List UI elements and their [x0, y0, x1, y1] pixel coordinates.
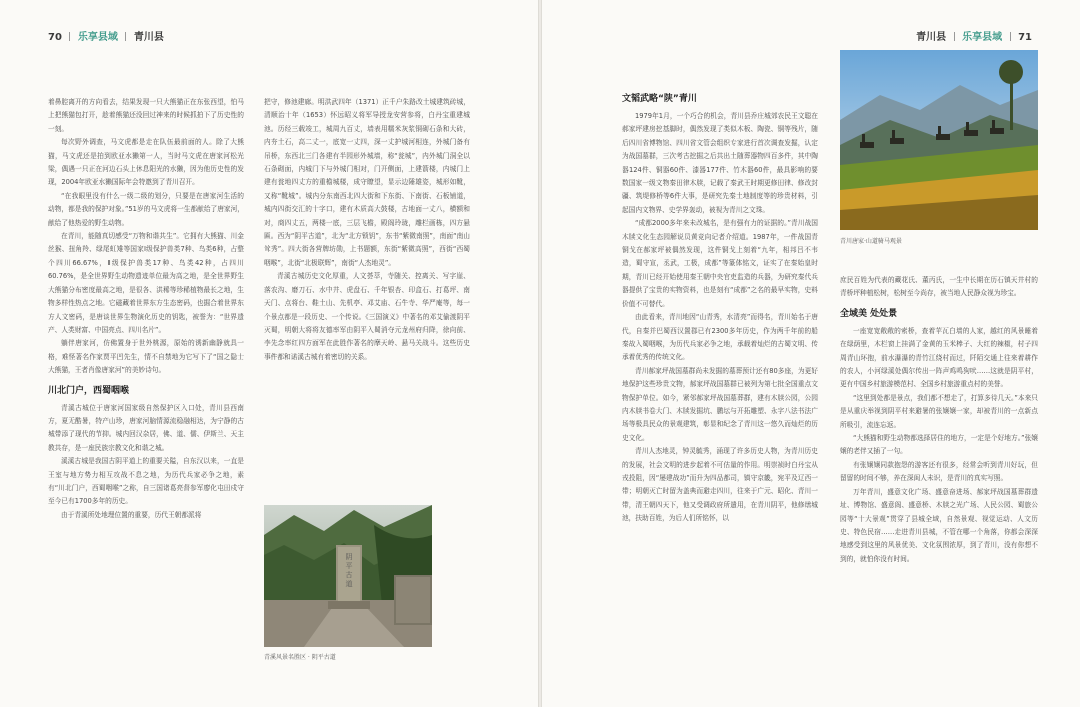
- left-column-2: [264, 96, 470, 492]
- right-head-county: 青川县: [916, 32, 947, 43]
- paragraph: 躺伴唐家河，仿佛置身于世外桃源，原始的诱新幽静就具一格，难怪著名作家贾平凹先生，情不自禁地为它写下了“国之隐士大熊猫，王者肖像唐家河”的美妙诗句。: [48, 339, 244, 375]
- left-running-head: [48, 28, 164, 43]
- left-page-number: 70: [48, 32, 62, 43]
- right-running-head: [916, 28, 1032, 43]
- right-column-2: [840, 274, 1038, 674]
- header-divider: [954, 32, 955, 41]
- mountain-horse-illustration: [840, 50, 1038, 230]
- paragraph: 青川人杰地灵，钟灵毓秀，涌现了许多历史人物，为青川历史的发展，社会文明的进步起着不可估量的作用。明崇祯时白丹宝从戎投阻，因“屡建战功”而升为四品都司，镇守京畿，宛平及辽西一带；明朝灭亡时留为盖典而避走四川，往来于广元、昭化、青川一带，清王朝四天下，他又受调政府所遣用，在青川阴平，他修缮城池，扶助百姓，为后人们所铭怀，以: [622, 447, 818, 523]
- paragraph: “成都2000多年来未改城名，是有强有力的证据的。”青川战国木牍文化生态园解说员黄竞向记者介绍道。1987年，一件战国青铜戈在郝家坪被偶然发现，这件铜戈上刻着“九年，相邦吕不韦造，蜀守宣，丞武，工极，成都”等篆体铭文，证实了在秦始皇时期，青川已经开始使用秦王朝中央官吏监造的兵器，为研究秦代兵器提供了宝贵的实物资料，也是刻有“成都”之名的最早实物，史料价值不可替代。: [622, 219, 818, 308]
- right-page-number: 71: [1018, 32, 1032, 43]
- paragraph: 由此看来，青川地因“山青秀，水清亮”而得名，青川始名于唐代，自秦并巴蜀西汉置郡已有2300多年历史，作为两千年前的船秦故入蜀咽喉，为历代兵家必争之地，承载着灿烂的古蜀文明、传承着优秀的传统文化。: [622, 313, 818, 362]
- horse-riding-photo: [840, 50, 1038, 230]
- ancient-road-photo: [264, 505, 432, 647]
- paragraph: 由于青溪所处地理位置的重要，历代王朝都派将: [61, 510, 202, 519]
- section-title: 全域美 处处景: [840, 308, 898, 319]
- right-column-1: [622, 92, 818, 674]
- paragraph: 一座宽宽敞敞的索桥，查着苹瓦白墙的人家，越红的风景睡着在绿荫里，木栏窗上挂满了金黄的玉米棒子、大红的辣椒，村子四周青山环抱，前水瀑瀑的青竹江绕村而过，阡陌交通上往来着耕作的农人，小河绿溪处偶尔传出一阵声鸡鸣狗吠……这就是阴平村，更有中国乡村旅游模范村、全国乡村旅游重点村的美誉。: [840, 326, 1038, 389]
- paragraph: 着鼻腔离开的方向看去，结果发现一只大熊猫正在东张西望，怕马上把熊猫包打开，趁着熊猫还没回过神来的时候抓拍下了历史性的一刻。: [48, 98, 244, 133]
- paragraph: “这里到处都是景点，我们都不想走了，打算多待几天。”本来只是从重庆举视到阴平村来避暑的张嬢嬢一家，却被青川的一点新点所吸引，流连忘返。: [840, 393, 1038, 429]
- paragraph: “大熊猫和野生动物都选择居住的地方，一定是个好地方。”张嬢嬢的老伴又插了一句。: [840, 434, 1038, 456]
- paragraph: 万年青川，盛意文化广场、盛意奋进场、郝家坪战国墓葬群遗址、博物馆、盛意阁、盛意桥、木牍之光广场、人民公园、蜀旅公园等“十大景观”贯穿了县城全域，自然景观、视觉运动、人文历史、特色民宿……走进青川县城，不管在哪一个角落，你都会深深地感受到这里的风景优美、文化氛围浓厚，到了青川，没有你想不到的，就怕你没有时间。: [840, 487, 1038, 563]
- left-head-county: 青川县: [133, 32, 164, 43]
- paragraph: 把守，修池建廊。明洪武四年（1371）正千户朱路改土城建筑砖城，清顺治十年（1653）怀远昭义将军导授龙安营参将，白丹宝重建城池。历经三载竣工，城周九百丈，墙表用糯米灰浆铜砌石条和大砖，内夯土石，高二丈一，底宽一丈四，深一丈护城河相连，外城门备有吊桥，东西北三门各建有半园形外城墙，称“瓮城”，内外城门洞全以石条砌面，内城门下与外城门相对，门开侧面，上建箭楼，内城门上建有瓮地四丈方的重檐城楼，成守瞭望，显示边陲雄姿，城形如靴，又称“靴城”。城内分东南西北四大街和下东街、下南街、石板铺道，城内四街交汇的十字口，建有木质高大鼓楼，古地面一丈八，横额和对，商四丈五，两楼一底，三层飞檐，殿阁玲珑，雕栏画栋，四方悬匾。西为“阴平古道”，北为“北方锁钥”，东书“紫微南照”，南面“南山耸秀”。四大街各营牌坊勋，上书题额，东街“紫微高照”，西街“西蜀咽喉”，北街“北极联辉”，南街“人杰地灵”。: [264, 98, 470, 267]
- photo-caption: 青溪风景名胜区 · 阴平古道: [264, 654, 336, 661]
- stone-tablet-inscription: 阴平古道: [345, 553, 353, 588]
- left-head-brand: 乐享县域: [77, 32, 118, 43]
- paragraph: 每次野外调查，马文虎都是走在队伍最前面的人。除了大熊猫，马文虎还是拍到欧亚水獭第一人，当时马文虎在唐家河松光梁，偶遇一只正在河边石头上休息阳光的水獭，因为他历史性的发现，2004年欧亚水獭国际年会特邀到了青川召开。: [48, 138, 244, 187]
- header-divider: [125, 32, 126, 41]
- right-head-brand: 乐享县域: [962, 32, 1003, 43]
- paragraph: 青溪古城位于唐家河国家级自然保护区入口处，青川县西南方，夏无酷暑，特产山珍，唐家河脑情源流稳融相达，为宁静的古城带添了现代的节抑。城内回汉杂居，佛、道、儒、伊斯兰、天主教共存，是一座民族宗教文化和谐之城。: [48, 403, 244, 452]
- paragraph: 在青川，能随真切感受“万物和谐共生”。它拥有大熊猫、川金丝猴、扭角羚、绿尾虹雉等国家Ⅰ级保护兽类7种、鸟类6种，占整个四川66.67%，Ⅱ级保护兽类17种、鸟类42种，占四川60.76%，是全世界野生动物遗迹单位最为高之地，是全世界野生大熊猫分布密度最高之地，是很各、洪稀等珍稀植物最长之地，生物多样性热点之地。它磁藏着世界东方生态密码，也掘合着世界东方人文密码，是唐谈世界生物演化历史的钥匙，被誉为：“世界遗产、人类财富、中国亮点、四川名片”。: [48, 232, 244, 334]
- section-title: 川北门户，西蜀咽喉: [48, 385, 130, 396]
- paragraph: 溪溪古城是我国古阴平道上的重要关隘，自东汉以来，一直是王室与地方势力相互攻战不息之地，为历代兵家必争之地，素有“川北门户，西蜀咽喉”之称，自三国诸葛亮督参军廖化屯田戍守至今已有1700多年的历史。: [48, 457, 244, 506]
- paragraph: 青溪古城历史文化厚重，人文荟萃，寺随关、控离关、写字崖、落农沟、磨刀石、水中井、虎盘石、千年银杏、印盒石、打葛坪、南天门、点将台、鞋土山、先机亭、邓艾庙、石牛寺、华严庵等，每一个景点都是一段历史、一个传说。《三国演义》中著名的邓艾偷渡阴平灭蜀，明朝大将将友德率军由阴平入蜀消夺元龙州府归降，徐向前、李先念率红四方面军在此胜作著名的摩天岭、悬马关战斗。这些历史事件都和诺溪古城有着密切的关系。: [264, 272, 470, 361]
- left-page: [0, 0, 538, 707]
- section-title: 文韬武略“陕”青川: [622, 94, 697, 104]
- paragraph: 庶民百姓为代表的藏花氏、董丙氏，一生中长期在历石镇天井村的青桥坪种植松树，松树至今尚存，被当地人民静众视为珍宝。: [840, 276, 1038, 298]
- paragraph: 1979年1月，一个巧合的机会，青川县乔庄城郊农民王文聪在郝家坪建房挖基脚时，偶然发现了类似木板、陶瓷、铜等残片，随后四川省博物馆、四川省文管会组织专家进行首次调查发掘，认定为战国墓群，三次考古挖掘之后共出土随葬器物四百多件，其中陶器124件、铜器60件、漆器177件、竹木器60件，最具影响的要数国家一级文物秦田律木牍，记载了秦武王时期更修田律、修改封疆、筑堤修桥等6件大事，是研究先秦土地制度等的珍贵材料，引起国内文物界、史学界轰动，被视为青川之文珠。: [622, 112, 818, 214]
- paragraph: 青川郝家坪战国墓群尚未发掘的墓葬预计还有80多座，为更好地保护这些珍贵文物，郝家坪战国墓群已被列为第七批全国重点文物保护单位。如今，紧邻郝家坪战国墓葬群，建有木牍公园，公园内木牍书卷大门、木牍发掘坑、鹏坛与开拓雕塑、永字八法书法广场等极具民众的景观建筑，彰显和纪念了青川这一悠久而灿烂的历史文化。: [622, 366, 818, 442]
- header-divider: [69, 32, 70, 41]
- right-page: [542, 0, 1080, 707]
- paragraph: “在我眼里没有什么一级二级的划分，只要是在唐家河生活的动物，都是我的保护对象。”51岁的马文虎将一生都献给了唐家河，献给了他热爱的野生动物。: [48, 191, 244, 227]
- paragraph: 有张嬢嬢同款抱怨的游客还有很多，经常会听到青川好玩，但留留的时间不够，养在深闺人未识，是青川的真实写照。: [840, 460, 1038, 483]
- left-column-1: [48, 96, 244, 674]
- header-divider: [1010, 32, 1011, 41]
- photo-caption: 青川唐家·山道骑马观景: [840, 238, 902, 245]
